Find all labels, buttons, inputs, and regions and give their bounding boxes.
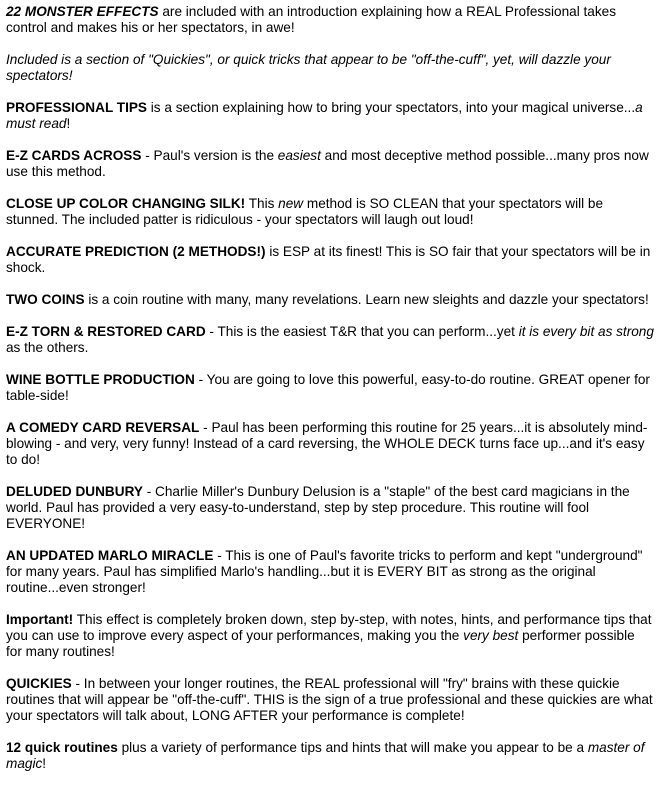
bold-text: TWO COINS — [6, 292, 85, 307]
bold-text: QUICKIES — [6, 676, 72, 691]
body-text: This effect is completely broken down, step by-step, with notes, hints, and performance tips that you can use to improve every aspect of your performances, making you the — [6, 612, 652, 643]
body-text: and most deceptive method possible...many pros now use this method. — [6, 148, 649, 179]
body-text: - This is one of Paul's favorite tricks to perform and kept "underground" for many years. Paul has simplified Marlo's handling...but it is EVERY BIT as strong as the original routine...even stronger! — [6, 548, 643, 595]
quickies-paragraph — [6, 676, 654, 724]
body-text: - Charlie Miller's Dunbury Delusion is a "staple" of the best card magicians in the world. Paul has provided a very easy-to-understand, step by step procedure. This routine will fool EVERYONE! — [6, 484, 630, 531]
bold-text: AN UPDATED MARLO MIRACLE — [6, 548, 214, 563]
italic-text: Included is a section of "Quickies", or quick tricks that appear to be "off-the-cuff", yet, will dazzle your spectators! — [6, 52, 611, 83]
bold-text: Important! — [6, 612, 74, 627]
bold-text: E-Z CARDS ACROSS — [6, 148, 142, 163]
bold-text: WINE BOTTLE PRODUCTION — [6, 372, 195, 387]
body-text: performer possible for many routines! — [6, 628, 635, 659]
italic-text: easiest — [277, 148, 321, 163]
italic-text: new — [278, 196, 304, 211]
bold-text: 12 quick routines — [6, 740, 118, 755]
italic-text: it is every bit as strong — [518, 324, 654, 339]
deluded-dunbury-paragraph — [6, 484, 654, 532]
professional-tips-paragraph — [6, 100, 654, 132]
body-text: method is SO CLEAN that your spectators will be stunned. The included patter is ridiculous - your spectators will laugh out loud! — [6, 196, 604, 227]
ez-cards-across-paragraph — [6, 148, 654, 180]
bold-text: A COMEDY CARD REVERSAL — [6, 420, 200, 435]
body-text: - You are going to love this powerful, easy-to-do routine. GREAT opener for table-side! — [6, 372, 650, 403]
intro-paragraph — [6, 4, 654, 36]
italic-text: a must read — [6, 100, 643, 131]
italic-text: very best — [463, 628, 519, 643]
body-text: - Paul has been performing this routine for 25 years...it is absolutely mind-blowing - and very, very funny! Instead of a card reversing, the WHOLE DECK turns face up...and it's easy to do! — [6, 420, 648, 467]
body-text: are included with an introduction explaining how a REAL Professional takes control and makes his or her spectators, in awe! — [6, 4, 616, 35]
body-text: is ESP at its finest! This is SO fair that your spectators will be in shock. — [6, 244, 651, 275]
quick-routines-paragraph — [6, 740, 654, 772]
body-text: - In between your longer routines, the REAL professional will "fry" brains with these quickie routines that will appear be "off-the-cuff". THIS is the sign of a true professional and these quickies are what your spectators will talk about, LONG AFTER your performance is complete! — [6, 676, 653, 723]
bold-italic-text: 22 MONSTER EFFECTS — [6, 4, 159, 19]
wine-bottle-production-paragraph — [6, 372, 654, 404]
accurate-prediction-paragraph — [6, 244, 654, 276]
body-text: plus a variety of performance tips and hints that will make you appear to be a — [117, 740, 588, 755]
comedy-card-reversal-paragraph — [6, 420, 654, 468]
two-coins-paragraph — [6, 292, 654, 308]
important-paragraph — [6, 612, 654, 660]
bold-text: ACCURATE PREDICTION (2 METHODS!) — [6, 244, 266, 259]
body-text: - This is the easiest T&R that you can perform...yet — [205, 324, 519, 339]
body-text: ! — [42, 756, 47, 771]
bold-text: E-Z TORN & RESTORED CARD — [6, 324, 206, 339]
italic-text: master of magic — [6, 740, 645, 771]
body-text: is a section explaining how to bring your spectators, into your magical universe... — [147, 100, 636, 115]
bold-text: CLOSE UP COLOR CHANGING SILK! — [6, 196, 246, 211]
bold-text: DELUDED DUNBURY — [6, 484, 143, 499]
quickies-intro-paragraph — [6, 52, 654, 84]
body-text: ! — [66, 116, 71, 131]
marlo-miracle-paragraph — [6, 548, 654, 596]
body-text: is a coin routine with many, many revelations. Learn new sleights and dazzle your spectators! — [84, 292, 649, 307]
torn-restored-card-paragraph — [6, 324, 654, 356]
body-text: - Paul's version is the — [141, 148, 278, 163]
body-text: as the others. — [6, 340, 89, 355]
bold-text: PROFESSIONAL TIPS — [6, 100, 147, 115]
color-changing-silk-paragraph — [6, 196, 654, 228]
body-text: This — [245, 196, 279, 211]
emphasis-text — [6, 4, 159, 19]
